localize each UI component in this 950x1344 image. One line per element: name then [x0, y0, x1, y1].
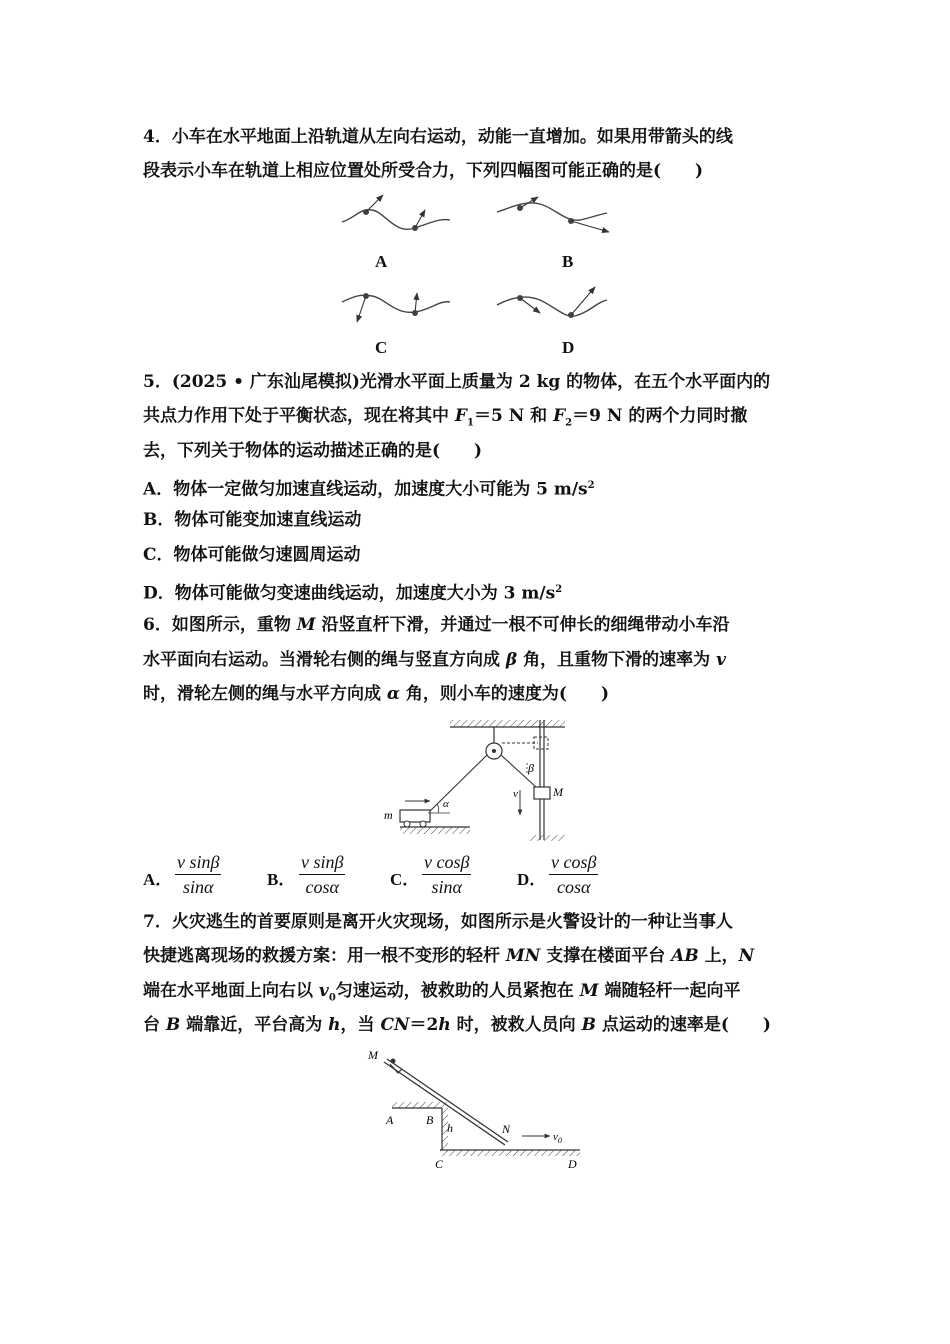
q4-label-b: B — [562, 252, 574, 271]
q7-fig-N: N — [502, 1122, 511, 1136]
q7-fig-B: B — [426, 1113, 434, 1127]
q7-fig-h: h — [447, 1121, 453, 1135]
q7-text-line1: 7．火灾逃生的首要原则是离开火灾现场，如图所示是火警设计的一种让当事人 — [143, 912, 733, 932]
q6-option-d-fraction: $\frac{\text{v cosβ}}{\cos\alpha}$ — [551, 852, 597, 897]
q7-fig-v0: $v_0$ — [553, 1131, 562, 1145]
q6-fig-beta: β — [528, 761, 534, 775]
q4-text-line2: 段表示小车在轨道上相应位置处所受合力，下列四幅图可能正确的是( ) — [143, 161, 704, 181]
q6-option-c-label: C． — [390, 870, 420, 889]
q7-fig-D: D — [568, 1157, 577, 1171]
q7-rescue-figure — [362, 1045, 592, 1175]
q6-option-d-label: D． — [517, 870, 547, 889]
q4-label-a: A — [375, 252, 388, 271]
q4-label-c: C — [375, 338, 388, 357]
q5-option-d: D．物体可能做匀变速曲线运动，加速度大小为 3 $m/s^2$ — [143, 583, 563, 604]
q6-text-line2: 水平面向右运动。当滑轮右侧的绳与竖直方向成 β 角，且重物下滑的速率为 v — [143, 650, 726, 670]
q6-option-b-label: B． — [267, 870, 296, 889]
q6-fig-alpha: α — [443, 798, 449, 810]
q5-text-line1: 5．(2025 • 广东汕尾模拟)光滑水平面上质量为 2 kg 的物体，在五个水平面内的 — [143, 372, 771, 392]
q6-option-c-fraction: $\frac{\text{v cosβ}}{\sin\alpha}$ — [424, 852, 470, 897]
q5-option-c: C．物体可能做匀速圆周运动 — [143, 545, 361, 565]
q4-figure-d — [497, 287, 607, 318]
q5-text-line2: 共点力作用下处于平衡状态，现在将其中 $F_1=5$ N 和 $F_2=9$ N 的两个力同时撤 — [143, 406, 748, 429]
q4-figure-b — [497, 197, 609, 232]
q4-figure-a — [342, 195, 450, 231]
q7-fig-M: M — [368, 1048, 378, 1062]
q6-pulley-figure — [380, 715, 580, 845]
q7-text-line4: 台 B 端靠近，平台高为 h，当 CN＝2h 时，被救人员向 B 点运动的速率是( ) — [143, 1015, 771, 1035]
q4-text-line1: 4．小车在水平地面上沿轨道从左向右运动，动能一直增加。如果用带箭头的线 — [143, 127, 733, 147]
q6-fig-m: m — [384, 808, 393, 822]
q6-text-line1: 6．如图所示，重物 M 沿竖直杆下滑，并通过一根不可伸长的细绳带动小车沿 — [143, 615, 730, 635]
q5-option-b: B．物体可能变加速直线运动 — [143, 510, 362, 530]
q7-text-line2: 快捷逃离现场的救援方案：用一根不变形的轻杆 MN 支撑在楼面平台 AB 上，N — [143, 946, 755, 966]
q6-option-a-fraction: $\frac{\text{v sinβ}}{\sin\alpha}$ — [177, 852, 220, 897]
q6-fig-M: M — [553, 785, 563, 799]
q6-option-b-fraction: $\frac{\text{v sinβ}}{\cos\alpha}$ — [301, 852, 344, 897]
q6-option-a-label: A． — [143, 870, 173, 889]
q7-fig-C: C — [435, 1157, 444, 1171]
q6-text-line3: 时，滑轮左侧的绳与水平方向成 α 角，则小车的速度为( ) — [143, 684, 610, 704]
q5-text-line3: 去，下列关于物体的运动描述正确的是( ) — [143, 441, 483, 461]
q4-figure-c — [342, 293, 450, 322]
q5-option-a: A．物体一定做匀加速直线运动，加速度大小可能为 5 $m/s^2$ — [143, 479, 595, 500]
q6-fig-v: v — [513, 788, 518, 800]
q7-text-line3: 端在水平地面上向右以 $v_0$匀速运动，被救助的人员紧抱在 M 端随轻杆一起向平 — [143, 981, 741, 1004]
q4-label-d: D — [562, 338, 575, 357]
q7-fig-A: A — [386, 1113, 394, 1127]
